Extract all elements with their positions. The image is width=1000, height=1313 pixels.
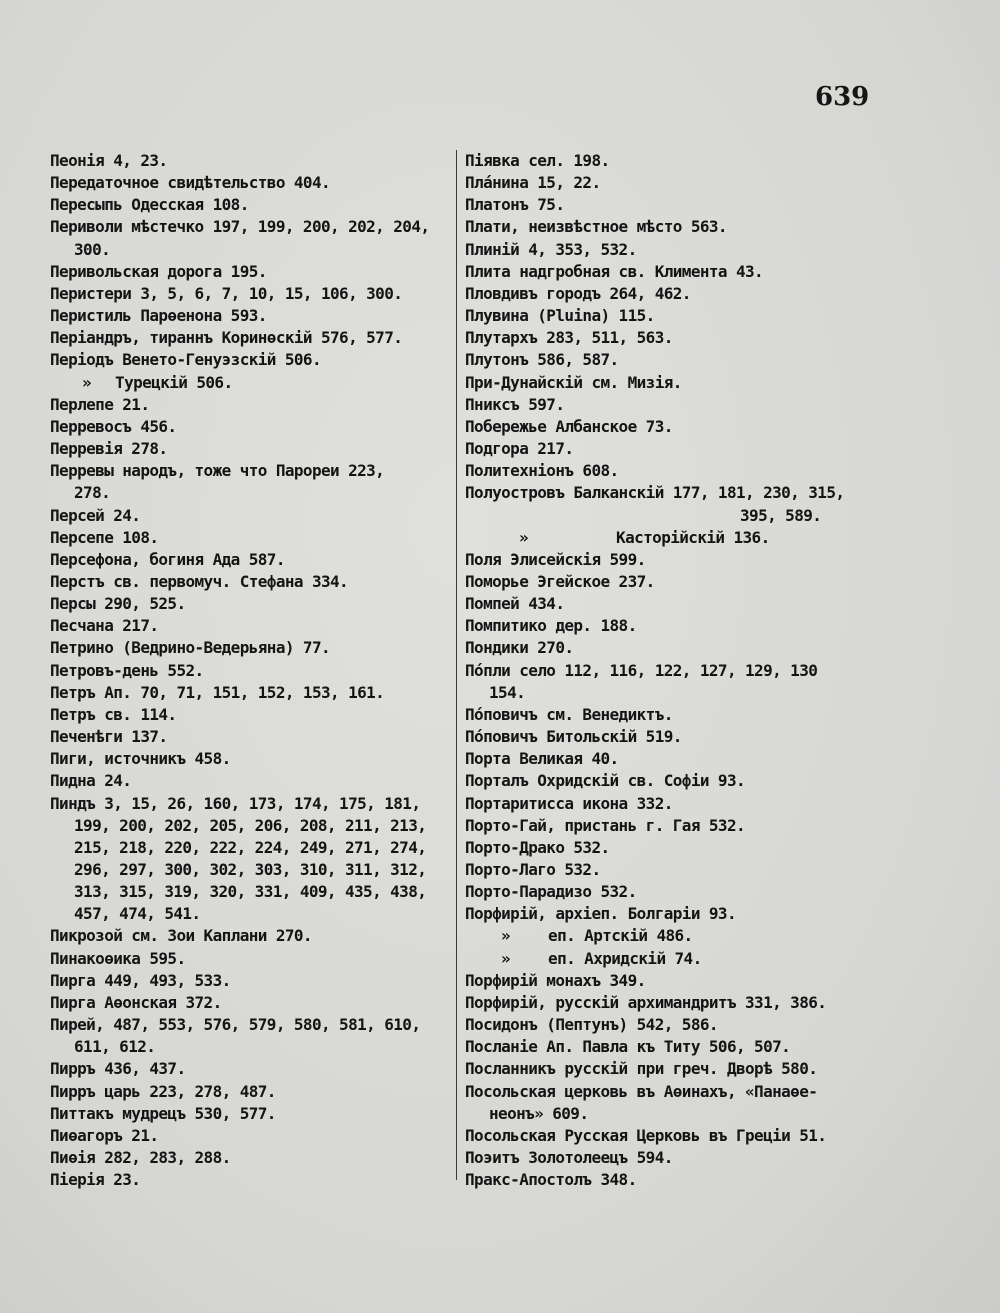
entry-text: Плиній 4, 353, 532. — [465, 239, 637, 259]
column-divider — [456, 150, 457, 1180]
index-entry — [465, 859, 865, 881]
entry-text: Пирръ царь 223, 278, 487. — [50, 1081, 276, 1101]
index-entry — [465, 1014, 865, 1036]
page-number: 639 — [815, 82, 870, 112]
index-entry — [50, 261, 450, 283]
index-entry — [465, 970, 865, 992]
sub-entry-text: еп. Артскій 486. — [548, 926, 693, 946]
index-entry — [465, 948, 865, 970]
entry-text: Плита надгробная св. Климента 43. — [465, 261, 764, 281]
entry-continuation: 278. — [74, 483, 111, 503]
index-entry — [50, 615, 450, 637]
entry-continuation: 457, 474, 541. — [74, 904, 201, 924]
index-entry — [465, 194, 865, 216]
entry-text: Пикрозой см. Зои Каплани 270. — [50, 926, 312, 946]
entry-text: По́повичъ Битольскій 519. — [465, 727, 682, 747]
index-entry — [50, 305, 450, 327]
entry-text: Порто-Гай, пристань г. Гая 532. — [465, 815, 746, 835]
entry-continuation: 611, 612. — [74, 1037, 156, 1057]
entry-continuation: 199, 200, 202, 205, 206, 208, 211, 213, — [74, 815, 427, 835]
entry-text: Порфирій, архіеп. Болгаріи 93. — [465, 904, 736, 924]
entry-text: Порфирій монахъ 349. — [465, 970, 646, 990]
entry-continuation: неонъ» 609. — [489, 1103, 589, 1123]
index-column-right — [465, 150, 865, 1191]
index-entry — [50, 372, 450, 394]
entry-text: Плувина (Pluina) 115. — [465, 306, 655, 326]
entry-text: Поэитъ Золотолеецъ 594. — [465, 1148, 673, 1168]
entry-continuation: 154. — [489, 682, 526, 702]
index-entry — [50, 1014, 450, 1058]
index-entry — [50, 1147, 450, 1169]
entry-text: Пиги, источникъ 458. — [50, 749, 231, 769]
index-entry — [50, 150, 450, 172]
index-entry — [465, 416, 865, 438]
entry-text: По́повичъ см. Венедиктъ. — [465, 704, 673, 724]
index-entry — [50, 1103, 450, 1125]
entry-text: Пиѳія 282, 283, 288. — [50, 1148, 231, 1168]
entry-text: Перивольская дорога 195. — [50, 261, 267, 281]
index-entry — [465, 992, 865, 1014]
index-entry — [50, 726, 450, 748]
index-entry — [465, 770, 865, 792]
index-entry — [50, 1081, 450, 1103]
index-entry — [50, 793, 450, 837]
index-entry — [50, 438, 450, 460]
entry-text: Петровъ-день 552. — [50, 660, 204, 680]
sub-entry-text: Касторійскій 136. — [616, 527, 770, 547]
entry-text: Періодъ Венето-Генуэзскій 506. — [50, 350, 321, 370]
entry-text: Піявка сел. 198. — [465, 151, 610, 170]
index-entry — [465, 837, 865, 859]
index-entry — [50, 460, 450, 504]
entry-text: Платонъ 75. — [465, 195, 565, 215]
entry-text: Посольская церковь въ Аѳинахъ, «Панаѳе- — [465, 1081, 818, 1101]
entry-continuation: 313, 315, 319, 320, 331, 409, 435, 438, — [74, 882, 427, 902]
entry-text: Посланіе Ап. Павла къ Титу 506, 507. — [465, 1037, 791, 1057]
index-entry — [50, 172, 450, 194]
entry-text: Перстъ св. первомуч. Стефана 334. — [50, 571, 349, 591]
entry-text: Порта Великая 40. — [465, 749, 619, 769]
entry-text: Пиндъ 3, 15, 26, 160, 173, 174, 175, 181, — [50, 793, 421, 813]
index-entry — [50, 682, 450, 704]
index-entry — [50, 859, 450, 881]
index-entry — [465, 460, 865, 482]
entry-text: Порталъ Охридскій св. Софіи 93. — [465, 771, 746, 791]
index-entry — [50, 571, 450, 593]
index-entry — [50, 216, 450, 260]
index-entry — [50, 837, 450, 859]
entry-text: Пирръ 436, 437. — [50, 1059, 186, 1079]
entry-text: Порто-Лаго 532. — [465, 860, 601, 879]
entry-text: Перистери 3, 5, 6, 7, 10, 15, 106, 300. — [50, 283, 403, 303]
index-entry — [465, 704, 865, 726]
index-entry — [465, 438, 865, 460]
index-entry — [50, 505, 450, 527]
entry-text: Посольская Русская Церковь въ Греціи 51. — [465, 1125, 827, 1145]
entry-text: Помпей 434. — [465, 594, 565, 614]
index-entry — [50, 1125, 450, 1147]
entry-text: Петръ св. 114. — [50, 704, 177, 724]
index-entry — [50, 349, 450, 371]
entry-continuation: 215, 218, 220, 222, 224, 249, 271, 274, — [74, 837, 427, 857]
entry-text: Перлепе 21. — [50, 394, 150, 414]
entry-text: Перревосъ 456. — [50, 416, 177, 436]
entry-text: Печенѣги 137. — [50, 727, 168, 747]
entry-text: Петръ Ап. 70, 71, 151, 152, 153, 161. — [50, 682, 385, 702]
index-entry — [50, 704, 450, 726]
entry-text: Періандръ, тираннъ Коринѳскій 576, 577. — [50, 328, 403, 348]
index-entry — [50, 770, 450, 792]
index-entry — [465, 815, 865, 837]
entry-text: Полуостровъ Балканскій 177, 181, 230, 315, — [465, 483, 845, 503]
index-entry — [465, 216, 865, 238]
entry-text: При-Дунайскій см. Мизія. — [465, 372, 682, 392]
entry-text: Побережье Албанское 73. — [465, 416, 673, 436]
entry-text: Пидна 24. — [50, 771, 132, 791]
entry-text: Перистиль Парѳенона 593. — [50, 306, 267, 326]
ditto-mark: » — [501, 926, 511, 946]
sub-entry-text: Турецкій 506. — [115, 372, 233, 392]
index-entry — [465, 261, 865, 283]
entry-text: Плутархъ 283, 511, 563. — [465, 328, 673, 348]
entry-text: Пирга 449, 493, 533. — [50, 970, 231, 990]
entry-text: Перревы народъ, тоже что Пароpеи 223, — [50, 461, 385, 481]
ditto-mark: » — [82, 372, 92, 392]
index-entry — [50, 327, 450, 349]
entry-text: Петрино (Ведрино-Ведерьяна) 77. — [50, 638, 331, 658]
entry-text: Поля Элисейскія 599. — [465, 549, 646, 569]
index-entry — [50, 1058, 450, 1080]
index-entry — [50, 394, 450, 416]
index-entry — [50, 660, 450, 682]
entry-text: Политехніонъ 608. — [465, 461, 619, 481]
index-entry — [50, 748, 450, 770]
entry-text: Помпитико дер. 188. — [465, 616, 637, 636]
index-entry — [465, 527, 865, 549]
index-entry — [465, 1125, 865, 1147]
index-entry — [465, 172, 865, 194]
entry-text: Пинакоѳика 595. — [50, 948, 186, 968]
index-column-left — [50, 150, 450, 1191]
index-entry — [465, 305, 865, 327]
ditto-mark: » — [501, 948, 511, 968]
entry-text: Пловдивъ городъ 264, 462. — [465, 283, 691, 303]
index-entry — [465, 726, 865, 748]
entry-text: Пирей, 487, 553, 576, 579, 580, 581, 610, — [50, 1015, 421, 1035]
index-entry — [465, 793, 865, 815]
index-entry — [50, 527, 450, 549]
sub-entry-text: еп. Ахридскій 74. — [548, 948, 702, 968]
index-entry — [465, 1169, 865, 1191]
index-entry — [50, 881, 450, 903]
entry-text: Передаточное свидѣтельство 404. — [50, 173, 331, 193]
index-entry — [465, 1081, 865, 1125]
entry-text: Плутонъ 586, 587. — [465, 350, 619, 370]
index-entry — [465, 1147, 865, 1169]
index-entry — [50, 970, 450, 992]
index-entry — [50, 416, 450, 438]
entry-text: Піерія 23. — [50, 1170, 141, 1190]
index-entry — [50, 637, 450, 659]
index-entry — [50, 194, 450, 216]
entry-text: Пла́нина 15, 22. — [465, 173, 601, 193]
index-entry — [465, 394, 865, 416]
index-entry — [465, 660, 865, 704]
ditto-mark: » — [519, 527, 529, 547]
index-entry — [465, 881, 865, 903]
index-entry — [465, 349, 865, 371]
entry-text: Персей 24. — [50, 505, 141, 525]
entry-text: Поморье Эгейское 237. — [465, 571, 655, 591]
index-entry — [465, 372, 865, 394]
entry-text: Посидонъ (Пептунъ) 542, 586. — [465, 1015, 718, 1035]
index-entry — [50, 948, 450, 970]
entry-text: Пересыпь Одесская 108. — [50, 195, 249, 215]
index-entry — [465, 327, 865, 349]
index-entry — [50, 549, 450, 571]
index-entry — [465, 1036, 865, 1058]
index-entry — [465, 571, 865, 593]
index-entry — [50, 1169, 450, 1191]
index-entry — [465, 150, 865, 172]
index-entry — [465, 637, 865, 659]
index-entry — [465, 925, 865, 947]
entry-text: Плати, неизвѣстное мѣсто 563. — [465, 217, 727, 237]
entry-text: Персефона, богиня Ада 587. — [50, 549, 285, 569]
index-entry — [465, 1058, 865, 1080]
index-entry — [465, 615, 865, 637]
entry-text: Подгора 217. — [465, 439, 574, 459]
index-entry — [465, 482, 865, 526]
entry-text: Порто-Драко 532. — [465, 837, 610, 857]
index-entry — [50, 992, 450, 1014]
entry-text: Питтакъ мудрецъ 530, 577. — [50, 1103, 276, 1123]
entry-continuation: 296, 297, 300, 302, 303, 310, 311, 312, — [74, 860, 427, 879]
index-entry — [465, 283, 865, 305]
index-entry — [50, 903, 450, 925]
index-entry — [465, 748, 865, 770]
entry-text: Пондики 270. — [465, 638, 574, 658]
entry-text: По́пли село 112, 116, 122, 127, 129, 130 — [465, 660, 818, 680]
entry-text: Портаритисса икона 332. — [465, 793, 673, 813]
index-entry — [465, 903, 865, 925]
entry-continuation: 300. — [74, 239, 111, 259]
entry-text: Пниксъ 597. — [465, 394, 565, 414]
entry-text: Пирга Аѳонская 372. — [50, 992, 222, 1012]
entry-text: Пеонія 4, 23. — [50, 151, 168, 170]
entry-text: Перревія 278. — [50, 439, 168, 459]
index-entry — [465, 549, 865, 571]
index-entry — [50, 283, 450, 305]
entry-text: Периволи мѣстечко 197, 199, 200, 202, 204, — [50, 217, 430, 237]
entry-text: Пиѳагоръ 21. — [50, 1125, 159, 1145]
index-entry — [465, 593, 865, 615]
entry-text: Порфирій, русскій архимандритъ 331, 386. — [465, 992, 827, 1012]
index-entry — [465, 239, 865, 261]
entry-text: Песчана 217. — [50, 616, 159, 636]
entry-text: Персы 290, 525. — [50, 594, 186, 614]
entry-text: Порто-Парадизо 532. — [465, 882, 637, 902]
entry-text: Посланникъ русскій при греч. Дворѣ 580. — [465, 1059, 818, 1079]
entry-text: Пракс-Апостолъ 348. — [465, 1170, 637, 1190]
entry-text: Персепе 108. — [50, 527, 159, 547]
entry-continuation: 395, 589. — [740, 505, 822, 525]
index-entry — [50, 925, 450, 947]
index-entry — [50, 593, 450, 615]
